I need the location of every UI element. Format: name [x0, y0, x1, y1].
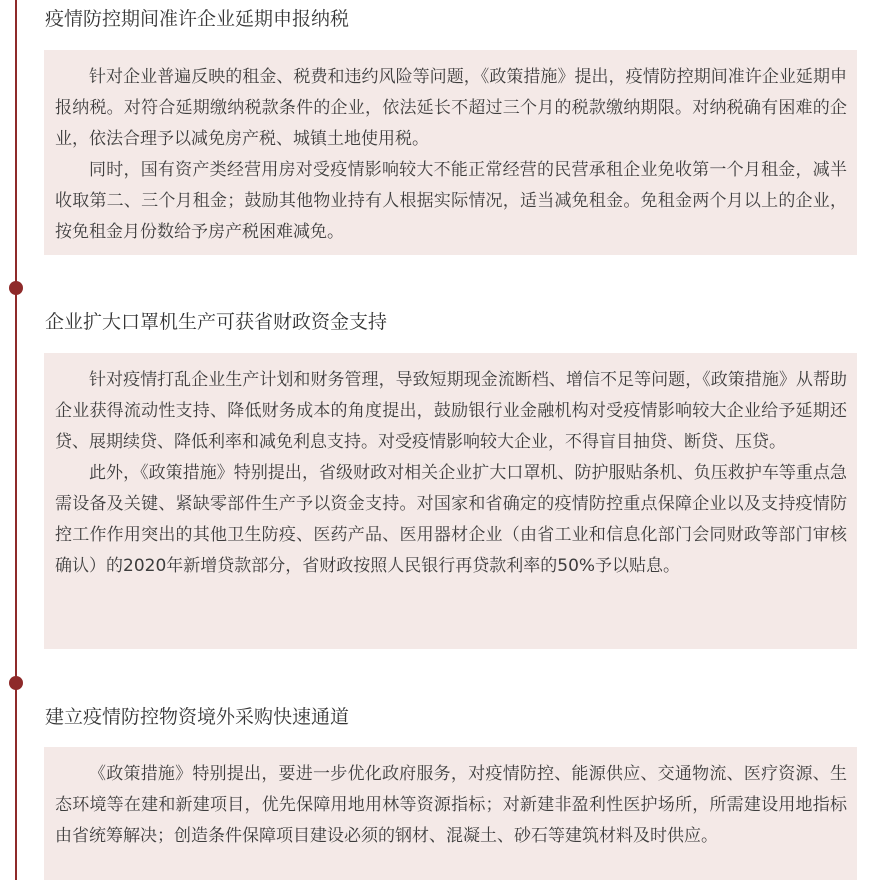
- timeline-line: [15, 0, 17, 880]
- section-title-tax-deferral: 疫情防控期间准许企业延期申报纳税: [45, 8, 350, 30]
- section-content-procurement-channel: [44, 747, 857, 880]
- timeline-dot: [9, 281, 23, 295]
- section-content-tax-deferral: [44, 50, 857, 255]
- section-content-mask-machine-support: [44, 353, 857, 649]
- section-title-procurement-channel: 建立疫情防控物资境外采购快速通道: [45, 706, 350, 728]
- paragraph: 针对企业普遍反映的租金、税费和违约风险等问题，《政策措施》提出，疫情防控期间准许企业延期申报纳税。对符合延期缴纳税款条件的企业，依法延长不超过三个月的税款缴纳期限。对纳税确有困难的企业，依法合理予以减免房产税、城镇土地使用税。: [55, 67, 847, 149]
- paragraph: 《政策措施》特别提出，要进一步优化政府服务，对疫情防控、能源供应、交通物流、医疗资源、生态环境等在建和新建项目，优先保障用地用林等资源指标；对新建非盈利性医护场所，所需建设用地指标由省统筹解决；创造条件保障项目建设必须的钢材、混凝土、砂石等建筑材料及时供应。: [55, 764, 847, 846]
- paragraph: 同时，国有资产类经营用房对受疫情影响较大不能正常经营的民营承租企业免收第一个月租金，减半收取第二、三个月租金；鼓励其他物业持有人根据实际情况，适当减免租金。免租金两个月以上的企业，按免租金月份数给予房产税困难减免。: [55, 160, 847, 242]
- section-title-mask-machine-support: 企业扩大口罩机生产可获省财政资金支持: [45, 311, 388, 333]
- paragraph: 此外，《政策措施》特别提出，省级财政对相关企业扩大口罩机、防护服贴条机、负压救护车等重点急需设备及关键、紧缺零部件生产予以资金支持。对国家和省确定的疫情防控重点保障企业以及支持疫情防控工作作用突出的其他卫生防疫、医药产品、医用器材企业（由省工业和信息化部门会同财政等部门审核确认）的2020年新增贷款部分，省财政按照人民银行再贷款利率的50%予以贴息。: [55, 463, 847, 576]
- timeline-dot: [9, 676, 23, 690]
- paragraph: 针对疫情打乱企业生产计划和财务管理，导致短期现金流断档、增信不足等问题，《政策措施》从帮助企业获得流动性支持、降低财务成本的角度提出，鼓励银行业金融机构对受疫情影响较大企业给予延期还贷、展期续贷、降低利率和减免利息支持。对受疫情影响较大企业，不得盲目抽贷、断贷、压贷。: [55, 370, 847, 452]
